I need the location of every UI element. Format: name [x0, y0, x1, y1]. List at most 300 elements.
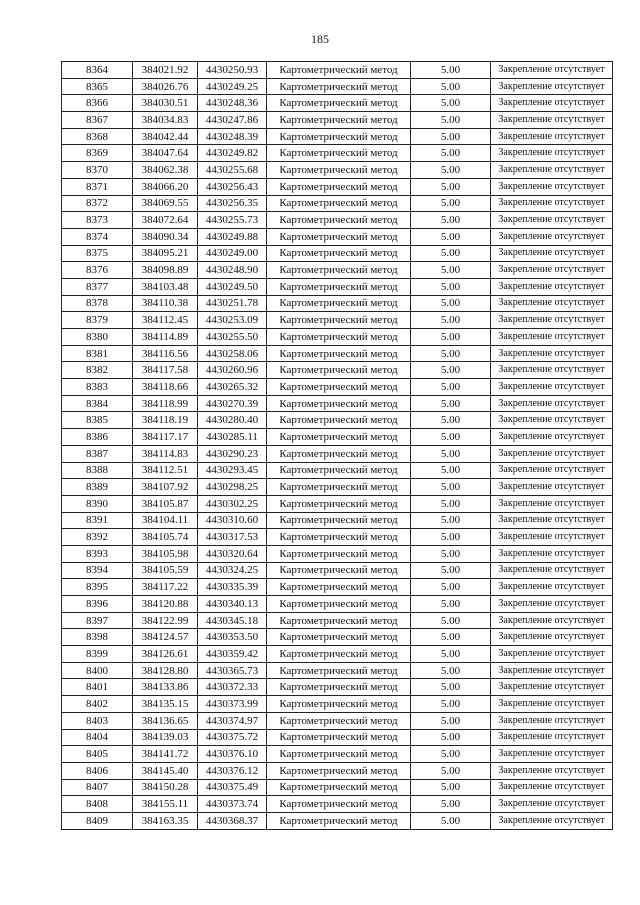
method-cell: Картометрический метод — [267, 712, 411, 729]
point-number-cell: 8379 — [62, 312, 133, 329]
method-cell: Картометрический метод — [267, 562, 411, 579]
y-coordinate-cell: 4430270.39 — [198, 395, 267, 412]
method-cell: Картометрический метод — [267, 529, 411, 546]
table-row — [62, 245, 613, 262]
table-row — [62, 95, 613, 112]
x-coordinate-cell: 384118.66 — [133, 379, 198, 396]
fixation-cell: Закрепление отсутствует — [491, 62, 613, 79]
point-number-cell: 8390 — [62, 495, 133, 512]
table-row — [62, 78, 613, 95]
method-cell: Картометрический метод — [267, 696, 411, 713]
method-cell: Картометрический метод — [267, 412, 411, 429]
accuracy-cell: 5.00 — [411, 345, 491, 362]
x-coordinate-cell: 384034.83 — [133, 112, 198, 129]
accuracy-cell: 5.00 — [411, 512, 491, 529]
fixation-cell: Закрепление отсутствует — [491, 228, 613, 245]
table-row — [62, 662, 613, 679]
x-coordinate-cell: 384112.45 — [133, 312, 198, 329]
fixation-cell: Закрепление отсутствует — [491, 712, 613, 729]
fixation-cell: Закрепление отсутствует — [491, 612, 613, 629]
accuracy-cell: 5.00 — [411, 712, 491, 729]
accuracy-cell: 5.00 — [411, 62, 491, 79]
y-coordinate-cell: 4430302.25 — [198, 495, 267, 512]
x-coordinate-cell: 384062.38 — [133, 162, 198, 179]
y-coordinate-cell: 4430293.45 — [198, 462, 267, 479]
table-row — [62, 195, 613, 212]
method-cell: Картометрический метод — [267, 629, 411, 646]
table-row — [62, 345, 613, 362]
point-number-cell: 8393 — [62, 545, 133, 562]
fixation-cell: Закрепление отсутствует — [491, 95, 613, 112]
method-cell: Картометрический метод — [267, 796, 411, 813]
point-number-cell: 8376 — [62, 262, 133, 279]
point-number-cell: 8372 — [62, 195, 133, 212]
point-number-cell: 8368 — [62, 128, 133, 145]
y-coordinate-cell: 4430317.53 — [198, 529, 267, 546]
accuracy-cell: 5.00 — [411, 278, 491, 295]
accuracy-cell: 5.00 — [411, 629, 491, 646]
x-coordinate-cell: 384105.87 — [133, 495, 198, 512]
point-number-cell: 8365 — [62, 78, 133, 95]
table-row — [62, 612, 613, 629]
fixation-cell: Закрепление отсутствует — [491, 445, 613, 462]
fixation-cell: Закрепление отсутствует — [491, 579, 613, 596]
x-coordinate-cell: 384118.99 — [133, 395, 198, 412]
table-row — [62, 479, 613, 496]
x-coordinate-cell: 384026.76 — [133, 78, 198, 95]
table-row — [62, 178, 613, 195]
fixation-cell: Закрепление отсутствует — [491, 429, 613, 446]
x-coordinate-cell: 384117.58 — [133, 362, 198, 379]
x-coordinate-cell: 384105.74 — [133, 529, 198, 546]
y-coordinate-cell: 4430373.74 — [198, 796, 267, 813]
point-number-cell: 8405 — [62, 746, 133, 763]
accuracy-cell: 5.00 — [411, 145, 491, 162]
fixation-cell: Закрепление отсутствует — [491, 662, 613, 679]
method-cell: Картометрический метод — [267, 178, 411, 195]
fixation-cell: Закрепление отсутствует — [491, 762, 613, 779]
accuracy-cell: 5.00 — [411, 729, 491, 746]
method-cell: Картометрический метод — [267, 312, 411, 329]
method-cell: Картометрический метод — [267, 429, 411, 446]
point-number-cell: 8373 — [62, 212, 133, 229]
x-coordinate-cell: 384105.98 — [133, 545, 198, 562]
point-number-cell: 8391 — [62, 512, 133, 529]
x-coordinate-cell: 384120.88 — [133, 596, 198, 613]
y-coordinate-cell: 4430335.39 — [198, 579, 267, 596]
y-coordinate-cell: 4430376.12 — [198, 762, 267, 779]
y-coordinate-cell: 4430340.13 — [198, 596, 267, 613]
table-row — [62, 295, 613, 312]
accuracy-cell: 5.00 — [411, 479, 491, 496]
point-number-cell: 8400 — [62, 662, 133, 679]
table-row — [62, 379, 613, 396]
x-coordinate-cell: 384145.40 — [133, 762, 198, 779]
accuracy-cell: 5.00 — [411, 78, 491, 95]
x-coordinate-cell: 384118.19 — [133, 412, 198, 429]
point-number-cell: 8402 — [62, 696, 133, 713]
table-row — [62, 62, 613, 79]
method-cell: Картометрический метод — [267, 545, 411, 562]
table-row — [62, 779, 613, 796]
accuracy-cell: 5.00 — [411, 746, 491, 763]
fixation-cell: Закрепление отсутствует — [491, 545, 613, 562]
method-cell: Картометрический метод — [267, 779, 411, 796]
method-cell: Картометрический метод — [267, 195, 411, 212]
fixation-cell: Закрепление отсутствует — [491, 245, 613, 262]
point-number-cell: 8407 — [62, 779, 133, 796]
accuracy-cell: 5.00 — [411, 796, 491, 813]
point-number-cell: 8398 — [62, 629, 133, 646]
accuracy-cell: 5.00 — [411, 762, 491, 779]
x-coordinate-cell: 384124.57 — [133, 629, 198, 646]
y-coordinate-cell: 4430376.10 — [198, 746, 267, 763]
accuracy-cell: 5.00 — [411, 245, 491, 262]
method-cell: Картометрический метод — [267, 746, 411, 763]
fixation-cell: Закрепление отсутствует — [491, 729, 613, 746]
fixation-cell: Закрепление отсутствует — [491, 596, 613, 613]
fixation-cell: Закрепление отсутствует — [491, 746, 613, 763]
point-number-cell: 8366 — [62, 95, 133, 112]
y-coordinate-cell: 4430373.99 — [198, 696, 267, 713]
accuracy-cell: 5.00 — [411, 329, 491, 346]
y-coordinate-cell: 4430265.32 — [198, 379, 267, 396]
point-number-cell: 8378 — [62, 295, 133, 312]
table-row — [62, 596, 613, 613]
table-row — [62, 629, 613, 646]
x-coordinate-cell: 384139.03 — [133, 729, 198, 746]
point-number-cell: 8364 — [62, 62, 133, 79]
y-coordinate-cell: 4430249.88 — [198, 228, 267, 245]
y-coordinate-cell: 4430310.60 — [198, 512, 267, 529]
y-coordinate-cell: 4430248.39 — [198, 128, 267, 145]
y-coordinate-cell: 4430290.23 — [198, 445, 267, 462]
y-coordinate-cell: 4430253.09 — [198, 312, 267, 329]
table-row — [62, 429, 613, 446]
accuracy-cell: 5.00 — [411, 779, 491, 796]
fixation-cell: Закрепление отсутствует — [491, 145, 613, 162]
x-coordinate-cell: 384114.83 — [133, 445, 198, 462]
point-number-cell: 8386 — [62, 429, 133, 446]
fixation-cell: Закрепление отсутствует — [491, 529, 613, 546]
y-coordinate-cell: 4430260.96 — [198, 362, 267, 379]
table-row — [62, 445, 613, 462]
x-coordinate-cell: 384133.86 — [133, 679, 198, 696]
point-number-cell: 8370 — [62, 162, 133, 179]
fixation-cell: Закрепление отсутствует — [491, 462, 613, 479]
point-number-cell: 8388 — [62, 462, 133, 479]
method-cell: Картометрический метод — [267, 762, 411, 779]
x-coordinate-cell: 384030.51 — [133, 95, 198, 112]
fixation-cell: Закрепление отсутствует — [491, 78, 613, 95]
x-coordinate-cell: 384069.55 — [133, 195, 198, 212]
y-coordinate-cell: 4430248.36 — [198, 95, 267, 112]
table-row — [62, 145, 613, 162]
table-row — [62, 278, 613, 295]
point-number-cell: 8385 — [62, 412, 133, 429]
point-number-cell: 8406 — [62, 762, 133, 779]
accuracy-cell: 5.00 — [411, 445, 491, 462]
method-cell: Картометрический метод — [267, 295, 411, 312]
accuracy-cell: 5.00 — [411, 112, 491, 129]
x-coordinate-cell: 384128.80 — [133, 662, 198, 679]
method-cell: Картометрический метод — [267, 262, 411, 279]
table-row — [62, 646, 613, 663]
method-cell: Картометрический метод — [267, 345, 411, 362]
table-row — [62, 412, 613, 429]
accuracy-cell: 5.00 — [411, 395, 491, 412]
table-row — [62, 162, 613, 179]
y-coordinate-cell: 4430372.33 — [198, 679, 267, 696]
method-cell: Картометрический метод — [267, 812, 411, 829]
fixation-cell: Закрепление отсутствует — [491, 512, 613, 529]
accuracy-cell: 5.00 — [411, 662, 491, 679]
method-cell: Картометрический метод — [267, 729, 411, 746]
table-row — [62, 395, 613, 412]
y-coordinate-cell: 4430280.40 — [198, 412, 267, 429]
point-number-cell: 8380 — [62, 329, 133, 346]
y-coordinate-cell: 4430375.72 — [198, 729, 267, 746]
accuracy-cell: 5.00 — [411, 495, 491, 512]
table-row — [62, 696, 613, 713]
table-row — [62, 812, 613, 829]
table-row — [62, 529, 613, 546]
y-coordinate-cell: 4430256.35 — [198, 195, 267, 212]
method-cell: Картометрический метод — [267, 278, 411, 295]
y-coordinate-cell: 4430248.90 — [198, 262, 267, 279]
x-coordinate-cell: 384105.59 — [133, 562, 198, 579]
method-cell: Картометрический метод — [267, 512, 411, 529]
accuracy-cell: 5.00 — [411, 379, 491, 396]
method-cell: Картометрический метод — [267, 212, 411, 229]
accuracy-cell: 5.00 — [411, 178, 491, 195]
point-number-cell: 8381 — [62, 345, 133, 362]
table-row — [62, 562, 613, 579]
fixation-cell: Закрепление отсутствует — [491, 128, 613, 145]
method-cell: Картометрический метод — [267, 462, 411, 479]
accuracy-cell: 5.00 — [411, 312, 491, 329]
point-number-cell: 8375 — [62, 245, 133, 262]
accuracy-cell: 5.00 — [411, 696, 491, 713]
x-coordinate-cell: 384141.72 — [133, 746, 198, 763]
method-cell: Картометрический метод — [267, 579, 411, 596]
method-cell: Картометрический метод — [267, 362, 411, 379]
y-coordinate-cell: 4430249.82 — [198, 145, 267, 162]
fixation-cell: Закрепление отсутствует — [491, 212, 613, 229]
x-coordinate-cell: 384114.89 — [133, 329, 198, 346]
method-cell: Картометрический метод — [267, 62, 411, 79]
y-coordinate-cell: 4430251.78 — [198, 295, 267, 312]
y-coordinate-cell: 4430247.86 — [198, 112, 267, 129]
point-number-cell: 8374 — [62, 228, 133, 245]
method-cell: Картометрический метод — [267, 379, 411, 396]
table-row — [62, 228, 613, 245]
table-row — [62, 762, 613, 779]
table-row — [62, 796, 613, 813]
x-coordinate-cell: 384116.56 — [133, 345, 198, 362]
method-cell: Картометрический метод — [267, 112, 411, 129]
point-number-cell: 8387 — [62, 445, 133, 462]
table-body — [62, 62, 613, 830]
fixation-cell: Закрепление отсутствует — [491, 195, 613, 212]
x-coordinate-cell: 384163.35 — [133, 812, 198, 829]
table-row — [62, 362, 613, 379]
table-row — [62, 462, 613, 479]
point-number-cell: 8408 — [62, 796, 133, 813]
method-cell: Картометрический метод — [267, 245, 411, 262]
fixation-cell: Закрепление отсутствует — [491, 312, 613, 329]
point-number-cell: 8396 — [62, 596, 133, 613]
accuracy-cell: 5.00 — [411, 679, 491, 696]
fixation-cell: Закрепление отсутствует — [491, 495, 613, 512]
x-coordinate-cell: 384122.99 — [133, 612, 198, 629]
method-cell: Картометрический метод — [267, 78, 411, 95]
accuracy-cell: 5.00 — [411, 195, 491, 212]
x-coordinate-cell: 384112.51 — [133, 462, 198, 479]
accuracy-cell: 5.00 — [411, 579, 491, 596]
x-coordinate-cell: 384095.21 — [133, 245, 198, 262]
accuracy-cell: 5.00 — [411, 646, 491, 663]
method-cell: Картометрический метод — [267, 479, 411, 496]
fixation-cell: Закрепление отсутствует — [491, 395, 613, 412]
table-row — [62, 495, 613, 512]
x-coordinate-cell: 384136.65 — [133, 712, 198, 729]
fixation-cell: Закрепление отсутствует — [491, 812, 613, 829]
table-row — [62, 112, 613, 129]
accuracy-cell: 5.00 — [411, 262, 491, 279]
y-coordinate-cell: 4430345.18 — [198, 612, 267, 629]
point-number-cell: 8382 — [62, 362, 133, 379]
point-number-cell: 8404 — [62, 729, 133, 746]
table-row — [62, 545, 613, 562]
accuracy-cell: 5.00 — [411, 362, 491, 379]
fixation-cell: Закрепление отсутствует — [491, 412, 613, 429]
accuracy-cell: 5.00 — [411, 462, 491, 479]
fixation-cell: Закрепление отсутствует — [491, 345, 613, 362]
x-coordinate-cell: 384103.48 — [133, 278, 198, 295]
table-row — [62, 212, 613, 229]
x-coordinate-cell: 384150.28 — [133, 779, 198, 796]
accuracy-cell: 5.00 — [411, 529, 491, 546]
point-number-cell: 8399 — [62, 646, 133, 663]
point-number-cell: 8395 — [62, 579, 133, 596]
y-coordinate-cell: 4430320.64 — [198, 545, 267, 562]
accuracy-cell: 5.00 — [411, 128, 491, 145]
y-coordinate-cell: 4430249.25 — [198, 78, 267, 95]
y-coordinate-cell: 4430359.42 — [198, 646, 267, 663]
table-row — [62, 579, 613, 596]
fixation-cell: Закрепление отсутствует — [491, 329, 613, 346]
y-coordinate-cell: 4430255.68 — [198, 162, 267, 179]
fixation-cell: Закрепление отсутствует — [491, 796, 613, 813]
y-coordinate-cell: 4430365.73 — [198, 662, 267, 679]
point-number-cell: 8397 — [62, 612, 133, 629]
fixation-cell: Закрепление отсутствует — [491, 112, 613, 129]
coordinates-table — [61, 61, 613, 830]
x-coordinate-cell: 384047.64 — [133, 145, 198, 162]
fixation-cell: Закрепление отсутствует — [491, 278, 613, 295]
fixation-cell: Закрепление отсутствует — [491, 295, 613, 312]
method-cell: Картометрический метод — [267, 679, 411, 696]
fixation-cell: Закрепление отсутствует — [491, 162, 613, 179]
method-cell: Картометрический метод — [267, 495, 411, 512]
table-row — [62, 329, 613, 346]
x-coordinate-cell: 384126.61 — [133, 646, 198, 663]
point-number-cell: 8409 — [62, 812, 133, 829]
method-cell: Картометрический метод — [267, 612, 411, 629]
table-row — [62, 262, 613, 279]
accuracy-cell: 5.00 — [411, 545, 491, 562]
accuracy-cell: 5.00 — [411, 162, 491, 179]
table-row — [62, 746, 613, 763]
point-number-cell: 8369 — [62, 145, 133, 162]
fixation-cell: Закрепление отсутствует — [491, 696, 613, 713]
x-coordinate-cell: 384135.15 — [133, 696, 198, 713]
point-number-cell: 8377 — [62, 278, 133, 295]
y-coordinate-cell: 4430374.97 — [198, 712, 267, 729]
fixation-cell: Закрепление отсутствует — [491, 479, 613, 496]
table-row — [62, 712, 613, 729]
x-coordinate-cell: 384090.34 — [133, 228, 198, 245]
accuracy-cell: 5.00 — [411, 295, 491, 312]
method-cell: Картометрический метод — [267, 646, 411, 663]
y-coordinate-cell: 4430353.50 — [198, 629, 267, 646]
point-number-cell: 8389 — [62, 479, 133, 496]
y-coordinate-cell: 4430375.49 — [198, 779, 267, 796]
accuracy-cell: 5.00 — [411, 228, 491, 245]
point-number-cell: 8401 — [62, 679, 133, 696]
x-coordinate-cell: 384117.17 — [133, 429, 198, 446]
method-cell: Картометрический метод — [267, 596, 411, 613]
method-cell: Картометрический метод — [267, 395, 411, 412]
y-coordinate-cell: 4430249.50 — [198, 278, 267, 295]
fixation-cell: Закрепление отсутствует — [491, 379, 613, 396]
accuracy-cell: 5.00 — [411, 95, 491, 112]
y-coordinate-cell: 4430249.00 — [198, 245, 267, 262]
method-cell: Картометрический метод — [267, 128, 411, 145]
y-coordinate-cell: 4430256.43 — [198, 178, 267, 195]
y-coordinate-cell: 4430285.11 — [198, 429, 267, 446]
y-coordinate-cell: 4430255.73 — [198, 212, 267, 229]
table-row — [62, 729, 613, 746]
point-number-cell: 8371 — [62, 178, 133, 195]
accuracy-cell: 5.00 — [411, 596, 491, 613]
point-number-cell: 8394 — [62, 562, 133, 579]
method-cell: Картометрический метод — [267, 329, 411, 346]
x-coordinate-cell: 384104.11 — [133, 512, 198, 529]
y-coordinate-cell: 4430298.25 — [198, 479, 267, 496]
x-coordinate-cell: 384021.92 — [133, 62, 198, 79]
y-coordinate-cell: 4430255.50 — [198, 329, 267, 346]
x-coordinate-cell: 384098.89 — [133, 262, 198, 279]
y-coordinate-cell: 4430324.25 — [198, 562, 267, 579]
method-cell: Картометрический метод — [267, 445, 411, 462]
table-row — [62, 128, 613, 145]
point-number-cell: 8367 — [62, 112, 133, 129]
method-cell: Картометрический метод — [267, 162, 411, 179]
y-coordinate-cell: 4430258.06 — [198, 345, 267, 362]
fixation-cell: Закрепление отсутствует — [491, 178, 613, 195]
fixation-cell: Закрепление отсутствует — [491, 646, 613, 663]
fixation-cell: Закрепление отсутствует — [491, 562, 613, 579]
fixation-cell: Закрепление отсутствует — [491, 679, 613, 696]
fixation-cell: Закрепление отсутствует — [491, 362, 613, 379]
point-number-cell: 8384 — [62, 395, 133, 412]
point-number-cell: 8403 — [62, 712, 133, 729]
accuracy-cell: 5.00 — [411, 562, 491, 579]
accuracy-cell: 5.00 — [411, 812, 491, 829]
x-coordinate-cell: 384042.44 — [133, 128, 198, 145]
